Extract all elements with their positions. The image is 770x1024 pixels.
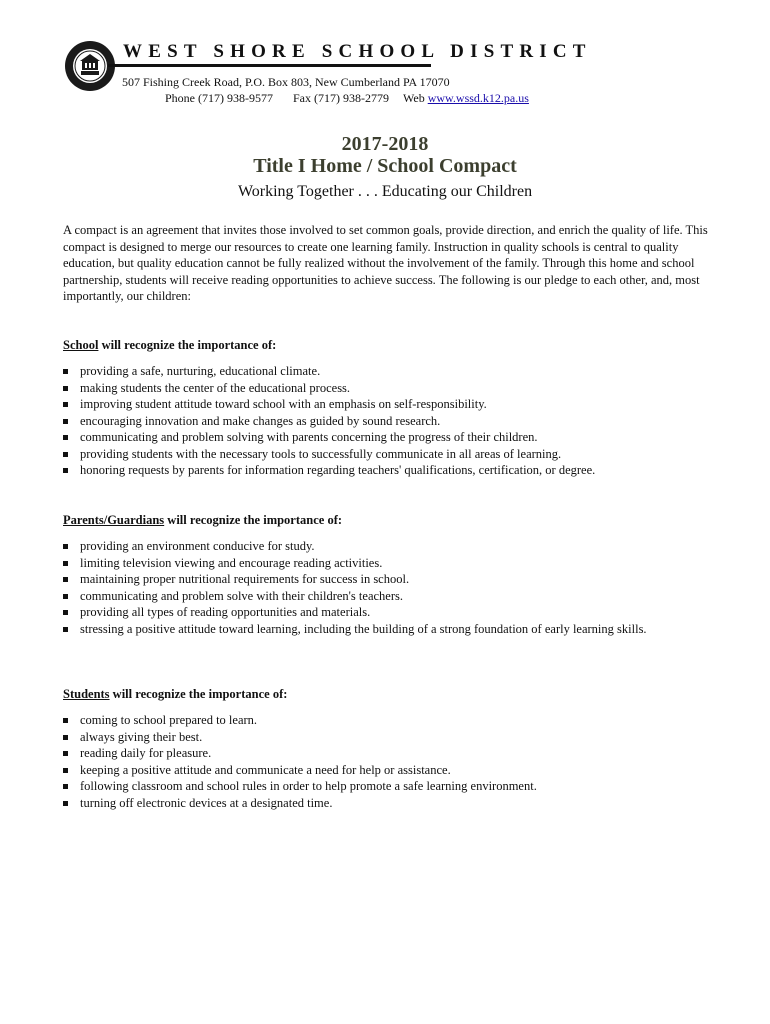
school-year: 2017-2018 xyxy=(341,133,429,155)
list-item xyxy=(63,604,713,621)
students-section xyxy=(63,686,713,811)
list-item-text: honoring requests by parents for information regarding teachers' qualifications, certification, or degree. xyxy=(80,463,596,477)
list-item-text: communicating and problem solve with their children's teachers. xyxy=(80,588,403,603)
list-item xyxy=(63,588,713,605)
web-label: Web xyxy=(403,91,425,105)
list-item xyxy=(63,363,713,380)
list-item xyxy=(63,571,713,588)
list-item xyxy=(63,429,713,446)
section-heading-rest: will recognize the importance of: xyxy=(109,687,288,701)
section-heading-rest: will recognize the importance of: xyxy=(164,513,343,527)
list-item-text: communicating and problem solving with parents concerning the progress of their children. xyxy=(80,430,538,444)
list-item xyxy=(63,621,713,638)
list-item xyxy=(63,462,713,479)
district-name: WEST SHORE SCHOOL DISTRICT xyxy=(123,41,592,62)
school-section xyxy=(63,337,713,479)
list-item xyxy=(63,380,713,397)
list-item xyxy=(63,413,713,430)
list-item xyxy=(63,555,713,572)
list-item xyxy=(63,762,713,779)
list-item xyxy=(63,446,713,463)
bullet-icon xyxy=(63,594,68,599)
list-item xyxy=(63,712,713,729)
list-item-text: providing a safe, nurturing, educational climate. xyxy=(80,364,321,378)
list-item xyxy=(63,729,713,746)
list-item-text: following classroom and school rules in order to help promote a safe learning environment. xyxy=(80,779,537,793)
bullet-icon xyxy=(63,419,68,424)
bullet-icon xyxy=(63,544,68,549)
list-item-text: reading daily for pleasure. xyxy=(80,746,212,760)
parents-section xyxy=(63,512,713,637)
page-subtitle: Working Together . . . Educating our Children xyxy=(237,183,533,200)
list-item-text: stressing a positive attitude toward learning, including the building of a strong foundation of early learning skills. xyxy=(80,621,647,636)
header-rule xyxy=(108,64,431,67)
section-heading-subject: Students xyxy=(63,687,110,701)
list-item-text: providing students with the necessary tools to successfully communicate in all areas of learning. xyxy=(80,446,562,461)
list-item-text: improving student attitude toward school with an emphasis on self-responsibility. xyxy=(80,397,487,411)
phone-number: Phone (717) 938-9577 xyxy=(165,91,273,105)
list-item xyxy=(63,795,713,812)
list-item-text: always giving their best. xyxy=(80,729,203,744)
bullet-icon xyxy=(63,468,68,473)
website-link[interactable]: www.wssd.k12.pa.us xyxy=(427,91,529,105)
section-heading xyxy=(63,686,713,702)
list-item-text: limiting television viewing and encourage reading activities. xyxy=(80,555,383,570)
bullet-icon xyxy=(63,561,68,566)
bullet-icon xyxy=(63,784,68,789)
contact-line xyxy=(165,91,529,106)
list-item-text: providing all types of reading opportunities and materials. xyxy=(80,605,371,619)
bullet-icon xyxy=(63,435,68,440)
bullet-icon xyxy=(63,610,68,615)
district-address: 507 Fishing Creek Road, P.O. Box 803, New Cumberland PA 17070 xyxy=(122,75,450,89)
bullet-icon xyxy=(63,452,68,457)
section-heading-subject: Parents/Guardians xyxy=(63,513,165,527)
bullet-icon xyxy=(63,735,68,740)
bullet-icon xyxy=(63,801,68,806)
list-item xyxy=(63,745,713,762)
list-item-text: providing an environment conducive for study. xyxy=(80,539,315,553)
bullet-icon xyxy=(63,369,68,374)
section-heading xyxy=(63,337,713,353)
fax-number: Fax (717) 938-2779 xyxy=(293,91,389,105)
bullet-icon xyxy=(63,627,68,632)
page-title: Title I Home / School Compact xyxy=(253,155,517,177)
intro-paragraph: A compact is an agreement that invites those involved to set common goals, provide direction, and enrich the quality of life. This compact is designed to merge our resources to create one learning family. Instruction in quality schools is central to quality education, but quality education cannot be fully realized without the involvement of the family. Through this home and school partnership, students will receive reading opportunities to achieve success. The following is our pledge to each other, and, most importantly, our children: xyxy=(63,223,708,303)
list-item-text: coming to school prepared to learn. xyxy=(80,713,258,727)
section-heading-subject: School xyxy=(63,338,99,352)
bullet-icon xyxy=(63,402,68,407)
list-item-text: maintaining proper nutritional requirements for success in school. xyxy=(80,572,410,586)
parents-list xyxy=(63,538,713,637)
school-list xyxy=(63,363,713,479)
list-item xyxy=(63,778,713,795)
list-item xyxy=(63,538,713,555)
list-item xyxy=(63,396,713,413)
bullet-icon xyxy=(63,386,68,391)
bullet-icon xyxy=(63,768,68,773)
list-item-text: encouraging innovation and make changes as guided by sound research. xyxy=(80,413,441,428)
students-list xyxy=(63,712,713,811)
list-item-text: making students the center of the educational process. xyxy=(80,380,351,395)
list-item-text: keeping a positive attitude and communicate a need for help or assistance. xyxy=(80,762,451,777)
bullet-icon xyxy=(63,577,68,582)
section-heading xyxy=(63,512,713,528)
bullet-icon xyxy=(63,751,68,756)
list-item-text: turning off electronic devices at a designated time. xyxy=(80,795,333,810)
section-heading-rest: will recognize the importance of: xyxy=(98,338,277,352)
bullet-icon xyxy=(63,718,68,723)
